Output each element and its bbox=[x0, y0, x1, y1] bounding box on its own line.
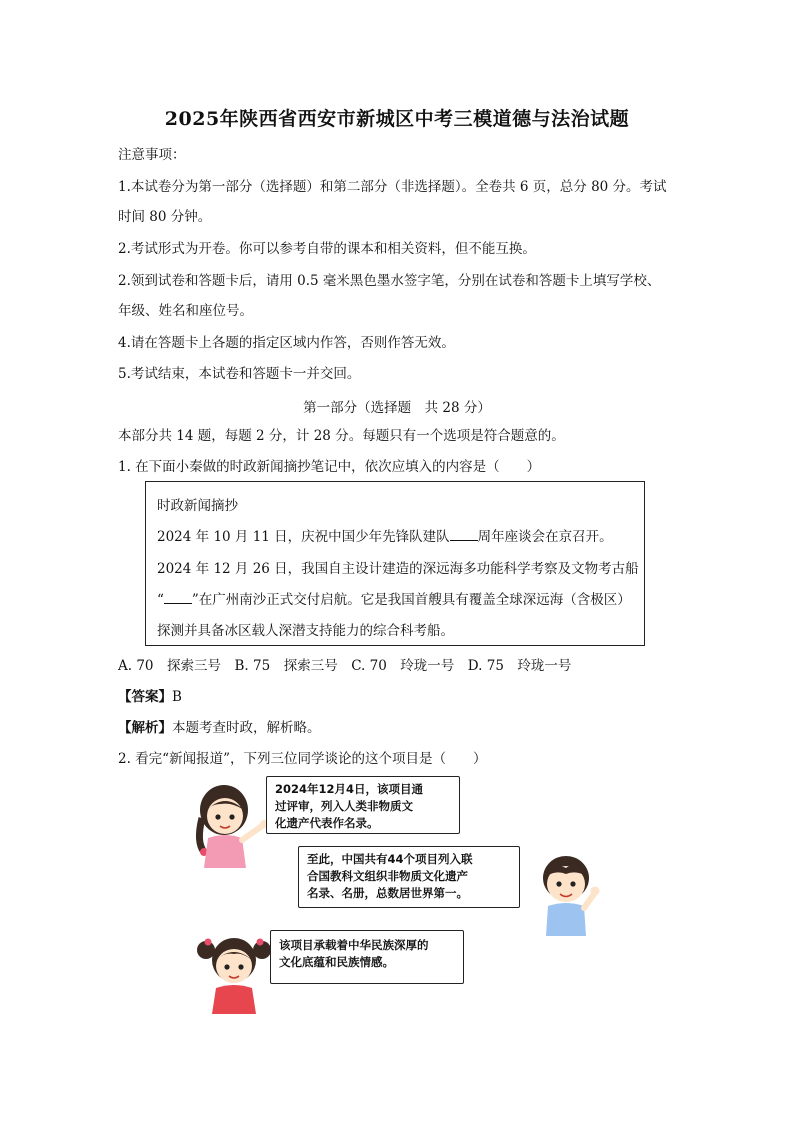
bubble-2-line-2: 合国教科文组织非物质文化遗产 bbox=[307, 869, 468, 883]
girl-with-pigtails-illustration bbox=[196, 930, 272, 1014]
news-excerpt-box bbox=[145, 481, 645, 646]
bubble-1-line-3: 化遗产代表作名录。 bbox=[275, 816, 379, 830]
box-line-2: 2024 年 12 月 26 日，我国自主设计建造的深远海多功能科学考察及文物考古船 bbox=[157, 561, 639, 577]
bubble-1-line-2: 过评审，列入人类非物质文 bbox=[275, 799, 413, 813]
speech-bubble-2 bbox=[298, 846, 520, 908]
question-1-stem: 1. 在下面小秦做的时政新闻摘抄笔记中，依次应填入的内容是（ ） bbox=[118, 459, 541, 475]
question-2-stem: 2. 看完“新闻报道”，下列三位同学谈论的这个项目是（ ） bbox=[118, 751, 487, 767]
answer-label: 【答案】 bbox=[118, 689, 172, 705]
girl-with-braids-illustration bbox=[188, 782, 278, 868]
answer-value: B bbox=[172, 689, 182, 705]
bubble-2-line-3: 名录、名册，总数居世界第一。 bbox=[307, 886, 468, 900]
analysis-text: 本题考查时政，解析略。 bbox=[172, 720, 321, 736]
bubble-3-line-1: 该项目承载着中华民族深厚的 bbox=[279, 938, 429, 952]
analysis-label: 【解析】 bbox=[118, 720, 172, 736]
note-1-line-2: 时间 80 分钟。 bbox=[118, 209, 212, 225]
box-line-4: 探测并具备冰区载人深潜支持能力的综合科考船。 bbox=[157, 623, 454, 639]
section-intro: 本部分共 14 题，每题 2 分，计 28 分。每题只有一个选项是符合题意的。 bbox=[118, 428, 565, 444]
box-line-3-pre: “ bbox=[157, 592, 164, 608]
note-1-line-1: 1.本试卷分为第一部分（选择题）和第二部分（非选择题）。全卷共 6 页，总分 80 分。考试 bbox=[118, 179, 667, 195]
boy-illustration bbox=[522, 846, 610, 936]
bubble-1-line-1: 2024年12月4日，该项目通 bbox=[275, 782, 424, 796]
box-line-3 bbox=[157, 588, 631, 608]
blank-2 bbox=[164, 589, 192, 604]
box-title: 时政新闻摘抄 bbox=[157, 498, 238, 514]
note-4: 4.请在答题卡上各题的指定区域内作答，否则作答无效。 bbox=[118, 335, 455, 351]
bubble-2-line-1: 至此，中国共有44个项目列入联 bbox=[307, 852, 473, 866]
box-line-1 bbox=[157, 525, 613, 545]
bubble-3-line-2: 文化底蕴和民族情感。 bbox=[279, 955, 394, 969]
blank-1 bbox=[450, 526, 478, 541]
note-2: 2.考试形式为开卷。你可以参考自带的课本和相关资料，但不能互换。 bbox=[118, 241, 536, 257]
notes-heading: 注意事项： bbox=[118, 147, 186, 163]
note-5: 5.考试结束，本试卷和答题卡一并交回。 bbox=[118, 366, 361, 382]
question-1-options: A. 70 探索三号 B. 75 探索三号 C. 70 玲珑一号 D. 75 玲珑一号 bbox=[118, 658, 572, 674]
box-line-1-pre: 2024 年 10 月 11 日，庆祝中国少年先锋队建队 bbox=[157, 529, 450, 545]
box-line-3-post: ”在广州南沙正式交付启航。它是我国首艘具有覆盖全球深远海（含极区） bbox=[191, 592, 631, 608]
section-heading: 第一部分（选择题 共 28 分） bbox=[303, 400, 491, 416]
note-3-line-2: 年级、姓名和座位号。 bbox=[118, 303, 253, 319]
speech-bubble-3 bbox=[270, 930, 464, 984]
page-title: 2025年陕西省西安市新城区中考三模道德与法治试题 bbox=[164, 108, 630, 130]
question-1-analysis bbox=[118, 719, 321, 737]
question-1-answer bbox=[118, 688, 182, 706]
speech-bubble-1 bbox=[266, 776, 460, 834]
box-line-1-post: 周年座谈会在京召开。 bbox=[477, 529, 613, 545]
note-3-line-1: 2.领到试卷和答题卡后，请用 0.5 毫米黑色墨水签字笔，分别在试卷和答题卡上填写学校、 bbox=[118, 273, 661, 289]
